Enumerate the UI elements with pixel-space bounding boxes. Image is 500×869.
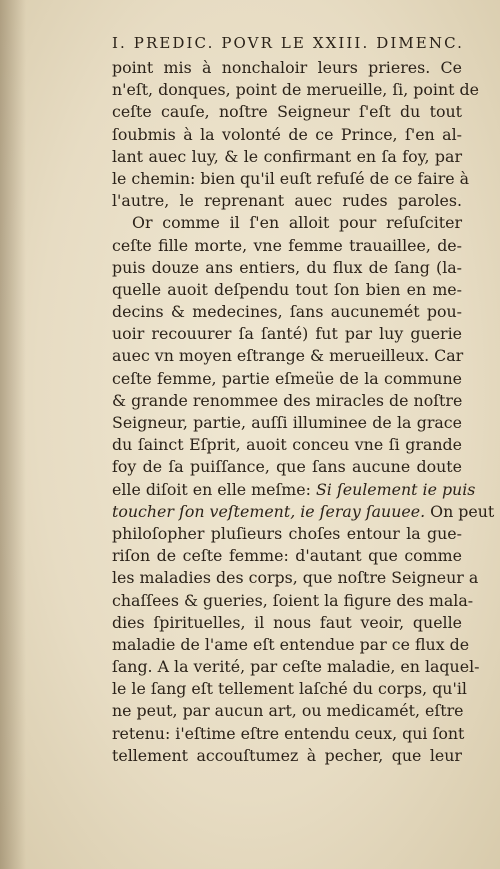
line-roman-tail: On peut	[425, 501, 495, 521]
line-text: le chemin: bien qu'il euſt refuſé de ce faire à	[112, 168, 470, 188]
text-line	[112, 456, 462, 478]
line-text: philoſopher pluſieurs choſes entour la gue-	[112, 523, 462, 543]
text-line	[112, 57, 462, 79]
line-text: dies ſpirituelles, il nous faut veoir, quelle	[112, 612, 462, 632]
text-line	[112, 678, 467, 700]
line-text: puis douze ans entiers, du flux de ſang (la-	[112, 257, 462, 277]
text-line	[112, 301, 462, 323]
text-line	[112, 656, 480, 678]
text-line	[112, 479, 476, 501]
text-line	[112, 590, 474, 612]
line-text: ceſte femme, partie eſmeüe de la commune	[112, 368, 462, 388]
line-text: ſoubmis à la volonté de ce Prince, ſ'en al-	[112, 124, 462, 144]
line-text: & grande renommee des miracles de noſtre	[112, 390, 463, 410]
text-line	[112, 168, 470, 190]
text-line	[112, 412, 462, 434]
line-text: quelle auoit deſpendu tout ſon bien en me-	[112, 279, 462, 299]
line-text: tellement accouſtumez à pecher, que leur	[112, 745, 462, 765]
line-text: ſang. A la verité, par ceſte maladie, en laquel-	[112, 657, 480, 677]
text-line	[112, 567, 479, 589]
text-line	[112, 101, 462, 123]
line-text: elle diſoit en elle meſme:	[112, 479, 316, 499]
line-text: Seigneur, partie, auſſi illuminee de la grace	[112, 413, 462, 432]
text-line	[112, 279, 462, 301]
text-line	[112, 501, 495, 523]
line-text: auec vn moyen eſtrange & merueilleux. Car	[112, 346, 464, 366]
line-text: toucher ſon veſtement, ie ſeray ſauuee.	[112, 501, 426, 521]
text-line	[112, 257, 462, 279]
text-line	[112, 634, 470, 656]
text-line	[112, 700, 462, 722]
text-line	[112, 745, 462, 767]
line-text: point mis à nonchaloir leurs prieres. Ce	[112, 58, 462, 77]
line-text: Or comme il ſ'en alloit pour reſuſciter	[132, 213, 462, 233]
text-line	[112, 390, 462, 412]
line-text: le le ſang eſt tellement laſché du corps, qu'il	[112, 679, 467, 699]
text-line	[112, 124, 462, 146]
line-text: ceſte fille morte, vne femme trauaillee, de-	[112, 235, 462, 255]
line-text: n'eſt, donques, point de merueille, ſi, point de	[112, 80, 479, 100]
line-text: les maladies des corps, que noſtre Seigneur a	[112, 568, 479, 588]
text-line	[112, 723, 465, 745]
line-italic-tail: Si ſeulement ie puis	[315, 479, 476, 499]
line-text: du ſainct Eſprit, auoit conceu vne ſi grande	[112, 435, 462, 455]
binding-shadow	[0, 0, 26, 869]
running-head: I. PREDIC. POVR LE XXIII. DIMENC.	[112, 34, 464, 52]
text-line	[112, 545, 462, 567]
text-line	[112, 434, 462, 456]
text-line	[112, 190, 462, 212]
text-line	[112, 212, 462, 234]
text-line	[112, 79, 479, 101]
text-line	[112, 368, 462, 390]
line-text: riſon de ceſte femme: d'autant que comme	[112, 546, 462, 566]
line-text: ceſte cauſe, noſtre Seigneur ſ'eſt du tout	[112, 102, 462, 122]
text-line	[112, 235, 462, 257]
line-text: uoir recouurer ſa ſanté) fut par luy guerie	[112, 324, 462, 344]
text-line	[112, 146, 462, 168]
text-line	[112, 523, 462, 545]
line-text: ne peut, par aucun art, ou medicamét, eſtre	[112, 701, 464, 721]
line-text: chaſſees & gueries, ſoient la figure des mala-	[112, 590, 474, 610]
text-line	[112, 323, 462, 345]
line-text: lant auec luy, & le confirmant en ſa foy, par	[112, 146, 462, 166]
line-text: l'autre, le reprenant auec rudes paroles.	[112, 191, 462, 211]
body-text	[112, 57, 495, 767]
text-line	[112, 345, 462, 367]
text-block	[112, 30, 495, 767]
line-text: retenu: i'eſtime eſtre entendu ceux, qui ſont	[112, 723, 465, 743]
line-text: foy de ſa puiſſance, que ſans aucune doute	[112, 457, 462, 477]
line-text: decins & medecines, ſans aucunemét pou-	[112, 302, 462, 322]
line-text: maladie de l'ame eſt entendue par ce flux de	[112, 634, 470, 654]
text-line	[112, 612, 462, 634]
